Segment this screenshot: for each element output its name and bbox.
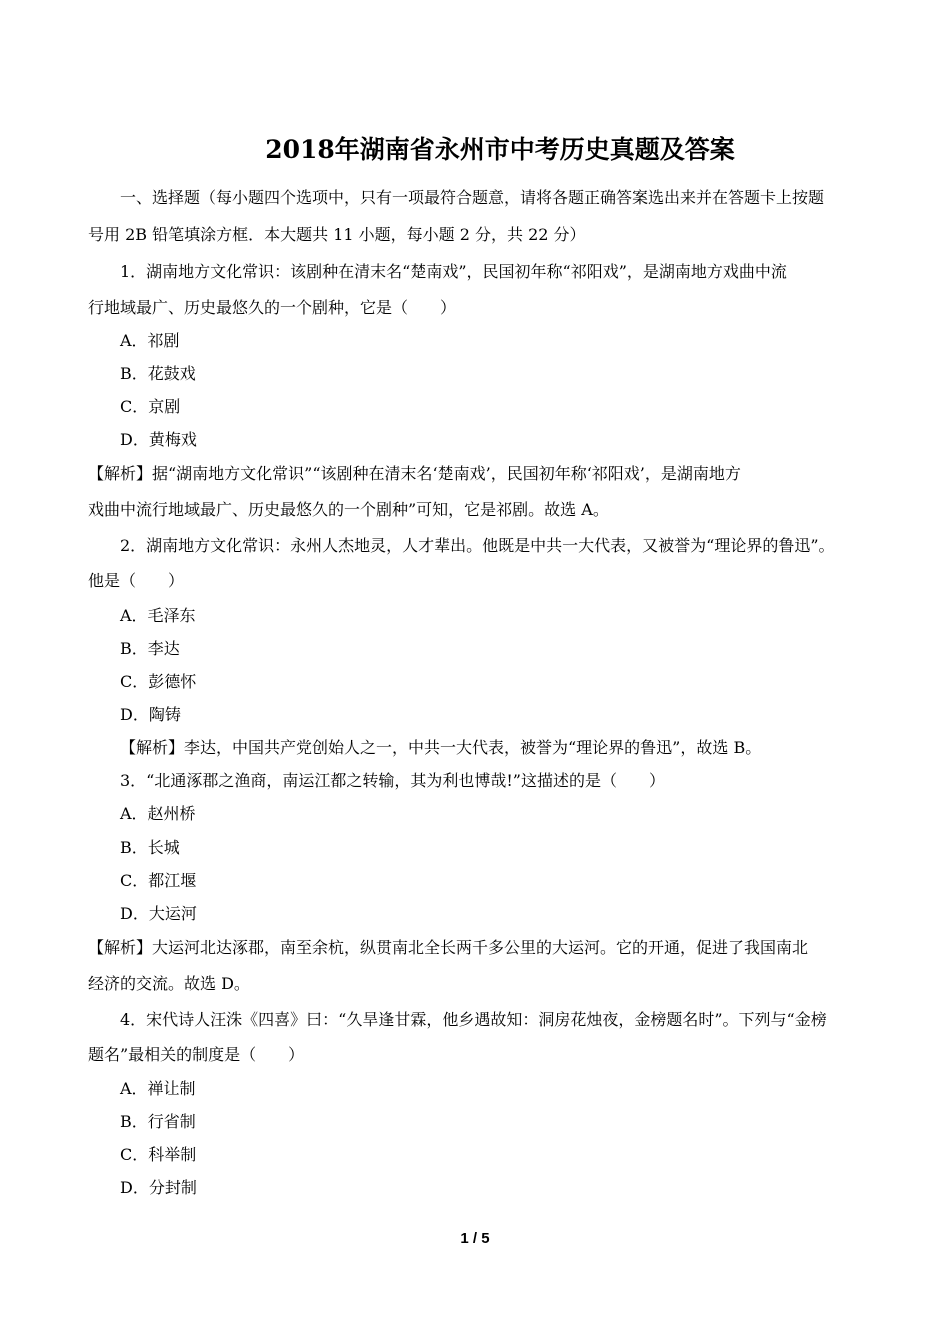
question-option: C．科举制 (120, 1145, 197, 1164)
question-stem-line: 4．宋代诗人汪洙《四喜》曰：“久旱逢甘霖，他乡遇故知：洞房花烛夜，金榜题名时”。下列与“金榜 (120, 1010, 827, 1029)
analysis-line: 【解析】李达，中国共产党创始人之一，中共一大代表，被誉为“理论界的鲁迅”，故选 B。 (120, 738, 762, 757)
question-option: A．赵州桥 (120, 804, 196, 823)
question-stem-line: 行地域最广、历史最悠久的一个剧种，它是（ ） (88, 298, 457, 317)
analysis-line: 【解析】据“湖南地方文化常识”“该剧种在清末名‘楚南戏’，民国初年称‘祁阳戏’，是湖南地方 (88, 464, 741, 483)
question-option: D．分封制 (120, 1178, 197, 1197)
question-option: A．祁剧 (120, 331, 180, 350)
question-option: A．禅让制 (120, 1079, 196, 1098)
question-option: B．花鼓戏 (120, 364, 196, 383)
question-option: C．彭德怀 (120, 672, 197, 691)
question-option: D．陶铸 (120, 705, 181, 724)
analysis-line: 戏曲中流行地域最广、历史最悠久的一个剧种”可知，它是祁剧。故选 A。 (88, 500, 609, 519)
question-option: A．毛泽东 (120, 606, 196, 625)
question-option: B．长城 (120, 838, 180, 857)
section-intro-line: 一、选择题（每小题四个选项中，只有一项最符合题意，请将各题正确答案选出来并在答题卡上按题 (120, 188, 825, 207)
question-option: C．都江堰 (120, 871, 197, 890)
question-option: B．行省制 (120, 1112, 196, 1131)
analysis-line: 经济的交流。故选 D。 (88, 974, 250, 993)
question-stem-line: 2．湖南地方文化常识：永州人杰地灵，人才辈出。他既是中共一大代表，又被誉为“理论界的鲁迅”。 (120, 536, 835, 555)
page-number: 1 / 5 (460, 1230, 490, 1247)
question-option: D．大运河 (120, 904, 197, 923)
question-stem-line: 3．“北通涿郡之渔商，南运江都之转输，其为利也博哉!”这描述的是（ ） (120, 771, 665, 790)
question-stem-line: 他是（ ） (88, 571, 185, 590)
analysis-line: 【解析】大运河北达涿郡，南至余杭，纵贯南北全长两千多公里的大运河。它的开通，促进了我国南北 (88, 938, 809, 957)
question-stem-line: 题名”最相关的制度是（ ） (88, 1045, 305, 1064)
question-option: C．京剧 (120, 397, 181, 416)
document-title: 2018年湖南省永州市中考历史真题及答案 (265, 135, 735, 164)
question-stem-line: 1．湖南地方文化常识：该剧种在清末名“楚南戏”，民国初年称“祁阳戏”，是湖南地方戏曲中流 (120, 262, 787, 281)
question-option: B．李达 (120, 639, 180, 658)
section-intro-line: 号用 2B 铅笔填涂方框．本大题共 11 小题，每小题 2 分，共 22 分） (88, 225, 586, 244)
question-option: D．黄梅戏 (120, 430, 197, 449)
